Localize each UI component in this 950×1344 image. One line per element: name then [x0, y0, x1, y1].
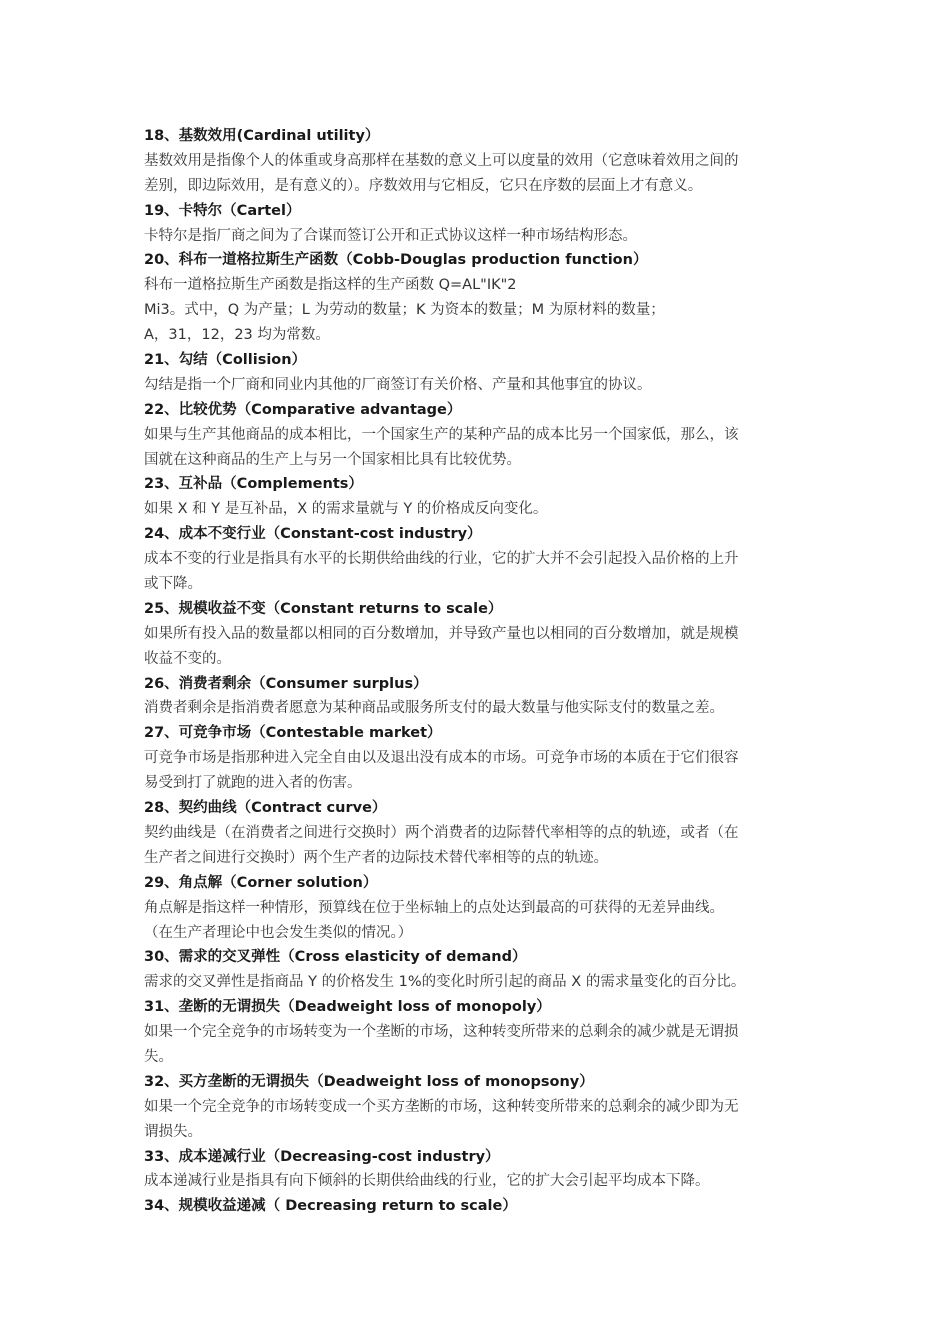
entry-title: 23、互补品（Complements） — [144, 476, 363, 493]
entry-title: 20、科布一道格拉斯生产函数（Cobb-Douglas production function） — [144, 252, 648, 269]
entry-definition-line: 成本递减行业是指具有向下倾斜的长期供给曲线的行业，它的扩大会引起平均成本下降。 — [144, 1173, 710, 1190]
entry-definition-line: 易受到打了就跑的进入者的伤害。 — [144, 775, 362, 792]
entry-definition-line: 角点解是指这样一种情形，预算线在位于坐标轴上的点处达到最高的可获得的无差异曲线。 — [144, 899, 724, 916]
glossary-entry — [144, 871, 804, 946]
glossary-entry — [144, 597, 804, 672]
entry-definition-line: 如果与生产其他商品的成本相比，一个国家生产的某种产品的成本比另一个国家低，那么，该 — [144, 426, 739, 443]
entry-title: 29、角点解（Corner solution） — [144, 874, 378, 891]
entry-definition-line: Mi3。式中，Q 为产量；L 为劳动的数量；K 为资本的数量；M 为原材料的数量； — [144, 302, 665, 319]
entry-title: 34、规模收益递减（ Decreasing return to scale） — [144, 1198, 517, 1215]
glossary-entry — [144, 472, 804, 522]
entry-title: 27、可竞争市场（Contestable market） — [144, 725, 442, 742]
entry-title: 26、消费者剩余（Consumer surplus） — [144, 675, 428, 692]
glossary-entries — [144, 124, 804, 1219]
glossary-entry — [144, 796, 804, 871]
entry-title: 25、规模收益不变（Constant returns to scale） — [144, 600, 503, 617]
entry-definition-line: 收益不变的。 — [144, 650, 231, 667]
entry-definition-line: 成本不变的行业是指具有水平的长期供给曲线的行业，它的扩大并不会引起投入品价格的上升 — [144, 551, 739, 568]
glossary-entry — [144, 1070, 804, 1145]
entry-title: 24、成本不变行业（Constant-cost industry） — [144, 526, 482, 543]
entry-definition-line: 卡特尔是指厂商之间为了合谋而签订公开和正式协议这样一种市场结构形态。 — [144, 227, 637, 244]
glossary-entry — [144, 124, 804, 199]
entry-definition-line: 如果所有投入品的数量都以相同的百分数增加，并导致产量也以相同的百分数增加，就是规模 — [144, 625, 739, 642]
entry-title: 19、卡特尔（Cartel） — [144, 202, 301, 219]
entry-definition-line: （在生产者理论中也会发生类似的情况。） — [144, 924, 413, 941]
entry-definition-line: 基数效用是指像个人的体重或身高那样在基数的意义上可以度量的效用（它意味着效用之间的 — [144, 152, 739, 169]
entry-title: 32、买方垄断的无谓损失（Deadweight loss of monopsony） — [144, 1073, 594, 1090]
entry-title: 33、成本递减行业（Decreasing-cost industry） — [144, 1148, 500, 1165]
entry-definition-line: 谓损失。 — [144, 1123, 202, 1140]
entry-title: 31、垄断的无谓损失（Deadweight loss of monopoly） — [144, 999, 551, 1016]
glossary-entry — [144, 721, 804, 796]
entry-definition-line: 契约曲线是（在消费者之间进行交换时）两个消费者的边际替代率相等的点的轨迹，或者（在 — [144, 824, 739, 841]
glossary-entry — [144, 1145, 804, 1195]
entry-definition-line: 需求的交叉弹性是指商品 Y 的价格发生 1%的变化时所引起的商品 X 的需求量变化的百分比。 — [144, 974, 746, 991]
glossary-entry — [144, 522, 804, 597]
entry-definition-line: 如果 X 和 Y 是互补品，X 的需求量就与 Y 的价格成反向变化。 — [144, 501, 548, 518]
glossary-entry — [144, 672, 804, 722]
entry-definition-line: 科布一道格拉斯生产函数是指这样的生产函数 Q=AL"IK"2 — [144, 277, 517, 294]
glossary-entry — [144, 995, 804, 1070]
entry-definition-line: 国就在这种商品的生产上与另一个国家相比具有比较优势。 — [144, 451, 521, 468]
entry-title: 22、比较优势（Comparative advantage） — [144, 401, 462, 418]
entry-definition-line: 生产者之间进行交换时）两个生产者的边际技术替代率相等的点的轨迹。 — [144, 849, 608, 866]
entry-definition-line: 消费者剩余是指消费者愿意为某种商品或服务所支付的最大数量与他实际支付的数量之差。 — [144, 700, 724, 717]
entry-definition-line: 或下降。 — [144, 576, 202, 593]
entry-definition-line: 如果一个完全竞争的市场转变为一个垄断的市场，这种转变所带来的总剩余的减少就是无谓损 — [144, 1024, 739, 1041]
entry-definition-line: A，31，12，23 均为常数。 — [144, 327, 330, 344]
entry-definition-line: 如果一个完全竞争的市场转变成一个买方垄断的市场，这种转变所带来的总剩余的减少即为无 — [144, 1098, 739, 1115]
entry-title: 30、需求的交叉弹性（Cross elasticity of demand） — [144, 949, 527, 966]
glossary-entry — [144, 348, 804, 398]
entry-definition-line: 可竞争市场是指那种进入完全自由以及退出没有成本的市场。可竞争市场的本质在于它们很容 — [144, 750, 739, 767]
entry-title: 18、基数效用(Cardinal utility） — [144, 128, 380, 144]
entry-definition-line: 勾结是指一个厂商和同业内其他的厂商签订有关价格、产量和其他事宜的协议。 — [144, 376, 652, 393]
entry-definition-line: 差别，即边际效用，是有意义的）。序数效用与它相反，它只在序数的层面上才有意义。 — [144, 177, 703, 194]
entry-title: 28、契约曲线（Contract curve） — [144, 800, 387, 817]
glossary-entry — [144, 945, 804, 995]
glossary-entry — [144, 199, 804, 249]
glossary-entry — [144, 1194, 804, 1219]
glossary-entry — [144, 398, 804, 473]
entry-title: 21、勾结（Collision） — [144, 352, 307, 369]
entry-definition-line: 失。 — [144, 1048, 173, 1065]
document-page — [144, 124, 804, 1219]
glossary-entry — [144, 248, 804, 348]
